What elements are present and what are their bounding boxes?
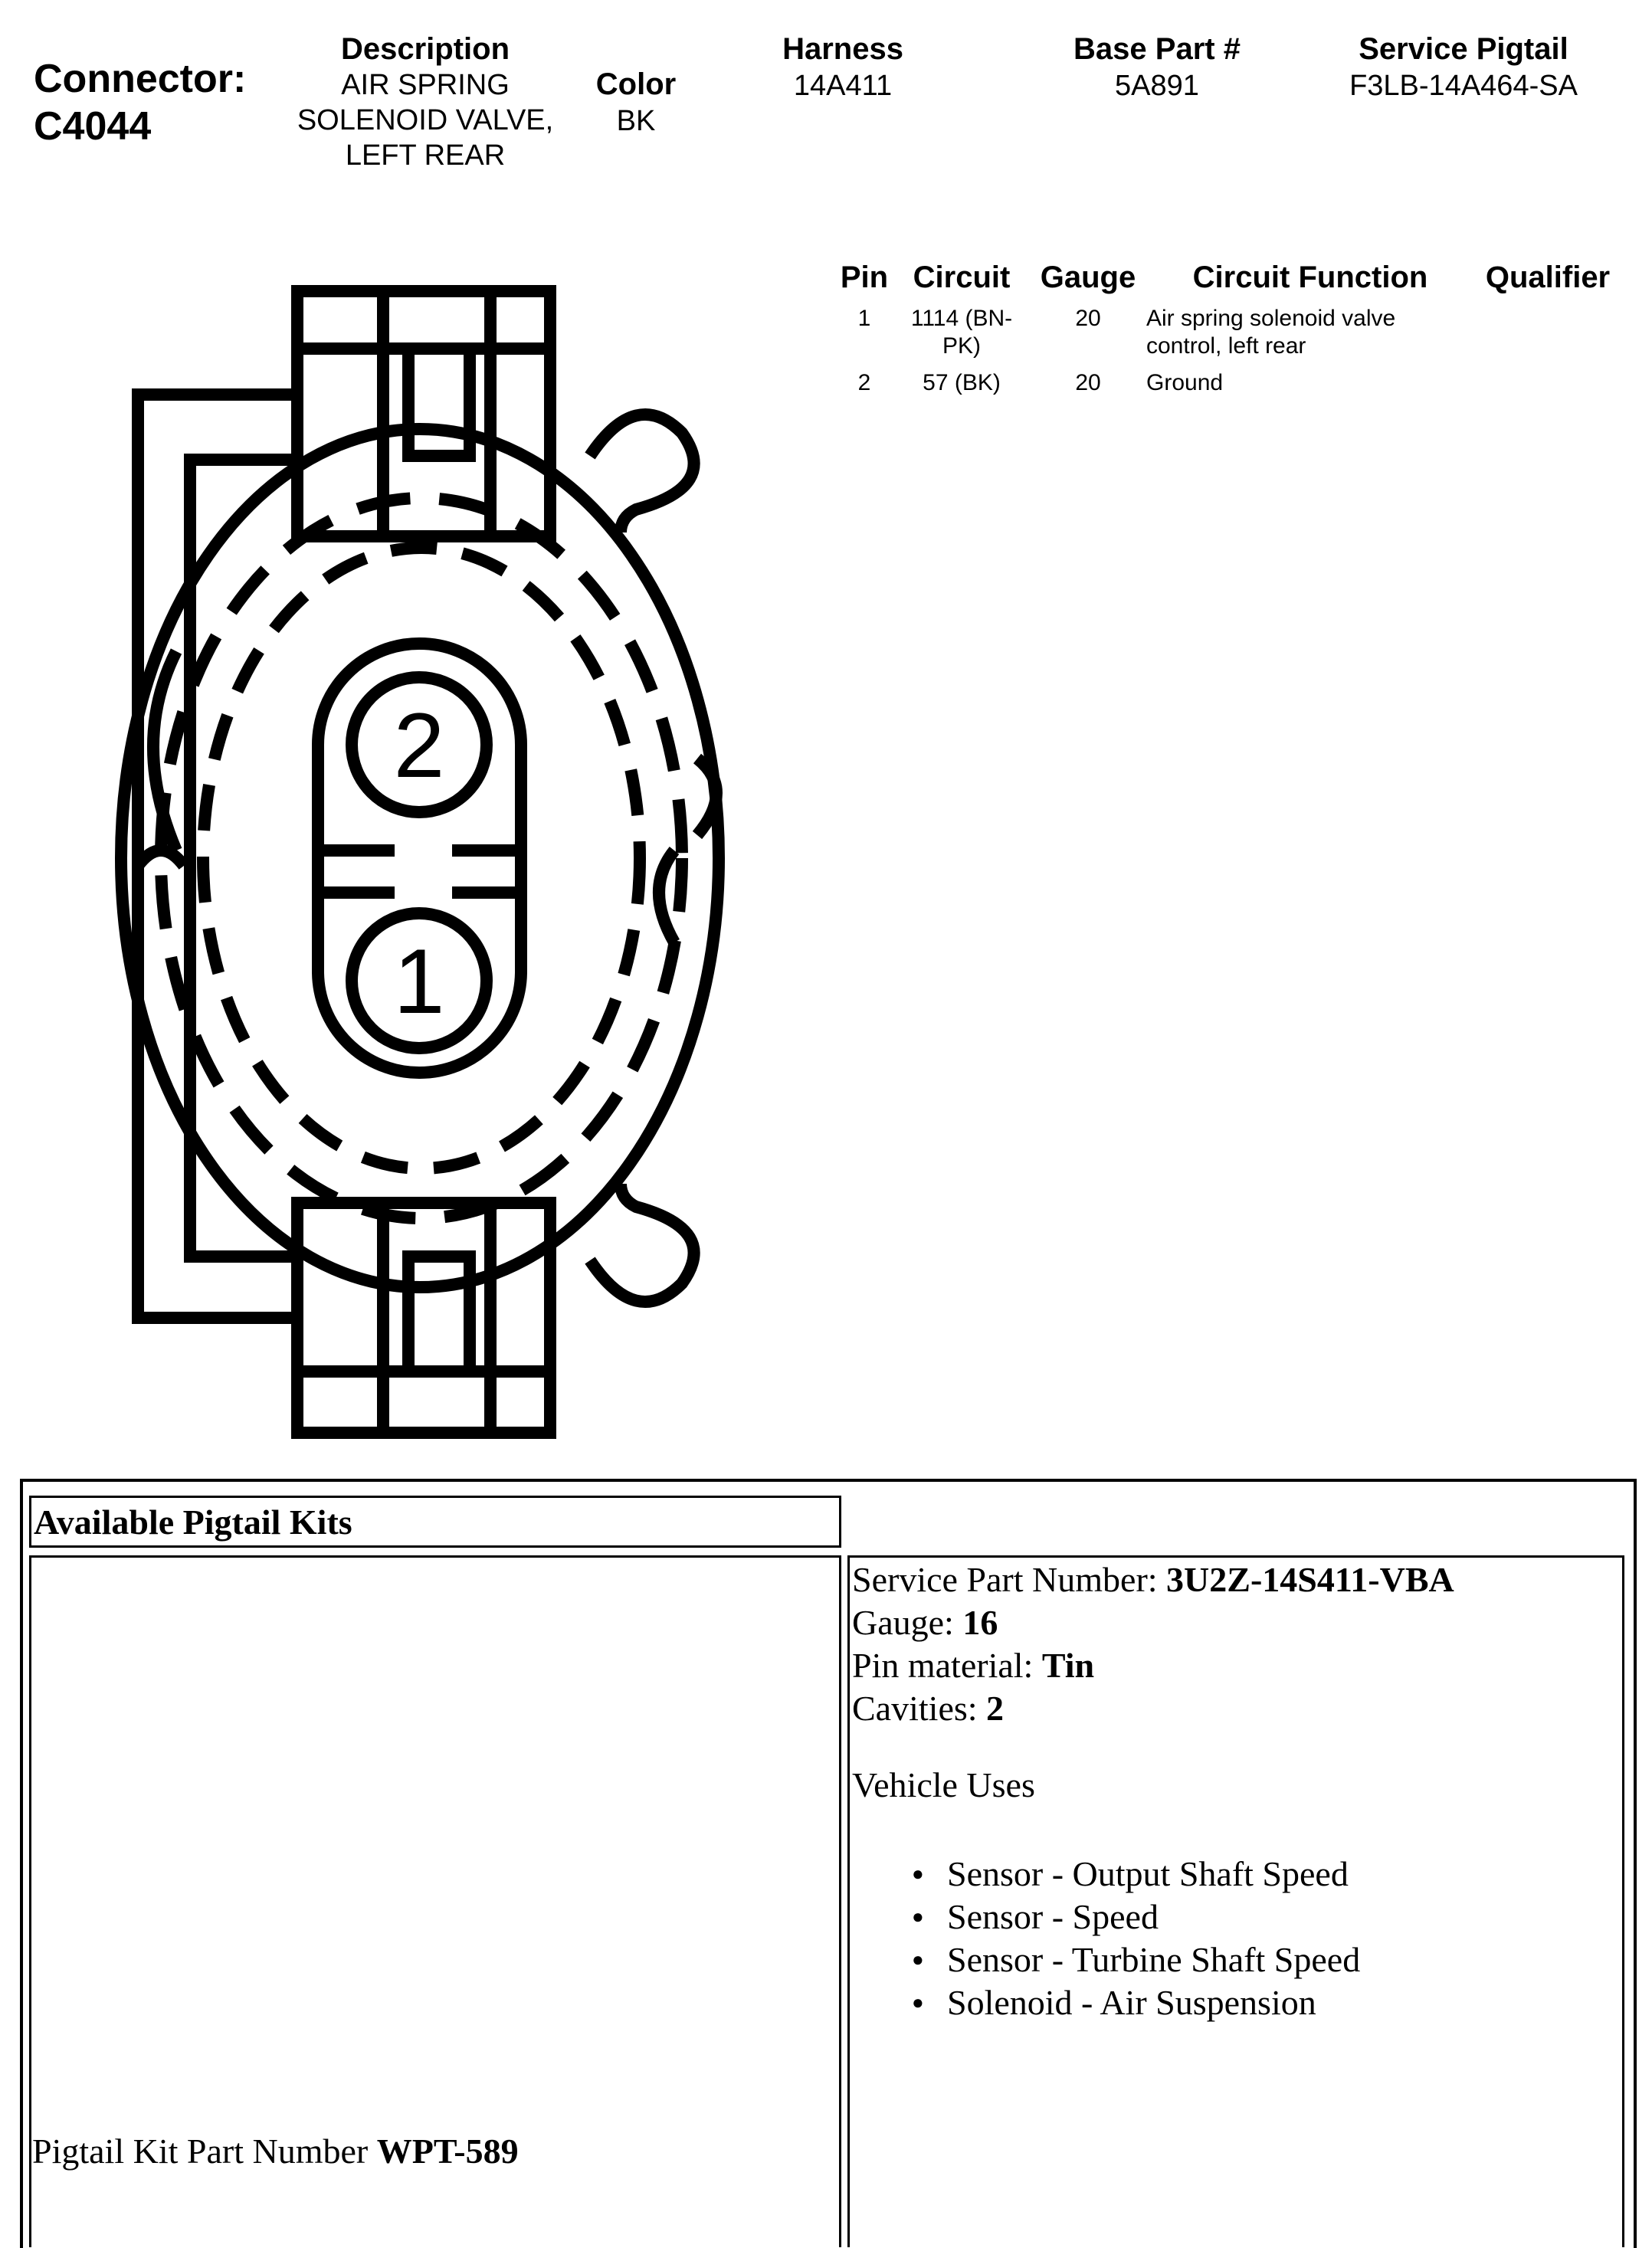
list-item: ● Sensor - Output Shaft Speed [904, 1853, 1360, 1896]
harness-column [736, 31, 950, 104]
qualifier-header: Qualifier [1485, 261, 1611, 294]
circuit-line-1: 1114 (BN- [910, 306, 1013, 331]
kit-part-value: WPT-589 [376, 2132, 519, 2171]
pin-2-label: 2 [393, 694, 445, 797]
function-line-2: control, left rear [1146, 333, 1306, 359]
list-item: ● Sensor - Speed [904, 1896, 1360, 1938]
gauge-row [852, 1601, 1454, 1644]
table-cell-gauge: 20 [1075, 370, 1101, 395]
circuit-line-1: 57 (BK) [923, 370, 1001, 395]
gauge-header: Gauge [1040, 261, 1136, 294]
table-cell-function [1146, 305, 1468, 360]
description-line-1: AIR SPRING [341, 69, 510, 101]
base-part-column [1027, 31, 1287, 104]
color-column [567, 66, 705, 139]
kit-part-label: Pigtail Kit Part Number [32, 2132, 377, 2171]
outer-housing [121, 429, 719, 1287]
pin-1-label: 1 [393, 930, 445, 1033]
cavities-row [852, 1687, 1454, 1730]
harness-title: Harness [782, 32, 903, 66]
service-part-row [852, 1558, 1454, 1601]
list-item: ● Sensor - Turbine Shaft Speed [904, 1938, 1360, 1981]
bottom-latch [297, 1203, 550, 1433]
connector-label [34, 55, 246, 150]
cavities-label: Cavities: [852, 1689, 987, 1728]
top-latch [297, 291, 550, 536]
pin-header: Pin [840, 261, 889, 294]
base-part-value: 5A891 [1115, 70, 1199, 102]
pin-material-row [852, 1644, 1454, 1687]
service-pigtail-column [1303, 31, 1624, 104]
table-cell-function [1146, 369, 1468, 397]
description-title: Description [340, 32, 510, 66]
pin-material-value: Tin [1041, 1646, 1095, 1685]
gauge-label: Gauge: [852, 1603, 963, 1642]
vehicle-uses-title: Vehicle Uses [852, 1765, 1035, 1804]
function-line-1: Air spring solenoid valve [1146, 306, 1396, 331]
vehicle-uses-list [904, 1853, 1360, 2024]
harness-value: 14A411 [793, 70, 893, 102]
table-cell-pin: 2 [857, 370, 871, 395]
seal-ring-outer [161, 498, 682, 1218]
circuit-header: Circuit [913, 261, 1011, 294]
table-cell-circuit [896, 369, 1027, 397]
color-title: Color [595, 67, 677, 101]
description-line-3: LEFT REAR [345, 139, 506, 172]
list-item: ● Solenoid - Air Suspension [904, 1981, 1360, 2024]
table-cell-pin: 1 [857, 306, 871, 331]
circuit-line-2: PK) [942, 333, 981, 359]
gauge-value: 16 [962, 1603, 998, 1642]
pigtail-kit-part-number [32, 2130, 519, 2173]
connector-label-title: Connector: [34, 57, 247, 101]
service-pigtail-title: Service Pigtail [1359, 32, 1568, 66]
right-clips [590, 415, 716, 1302]
cavities-value: 2 [986, 1689, 1005, 1728]
function-line-1: Ground [1146, 370, 1224, 395]
connector-id: C4044 [34, 104, 152, 149]
service-part-label: Service Part Number: [852, 1560, 1167, 1599]
color-value: BK [616, 105, 656, 137]
base-part-title: Base Part # [1073, 32, 1241, 66]
description-column [268, 31, 582, 173]
description-line-2: SOLENOID VALVE, [297, 104, 554, 136]
pigtail-kits-title: Available Pigtail Kits [34, 1502, 352, 1542]
pigtail-kit-info [852, 1558, 1454, 1730]
service-pigtail-value: F3LB-14A464-SA [1349, 70, 1578, 102]
pin-material-label: Pin material: [852, 1646, 1042, 1685]
table-cell-circuit [896, 305, 1027, 360]
connector-face-diagram [92, 268, 751, 1448]
circuit-function-header: Circuit Function [1192, 261, 1428, 294]
service-part-value: 3U2Z-14S411-VBA [1166, 1560, 1454, 1599]
table-cell-gauge: 20 [1075, 306, 1101, 331]
